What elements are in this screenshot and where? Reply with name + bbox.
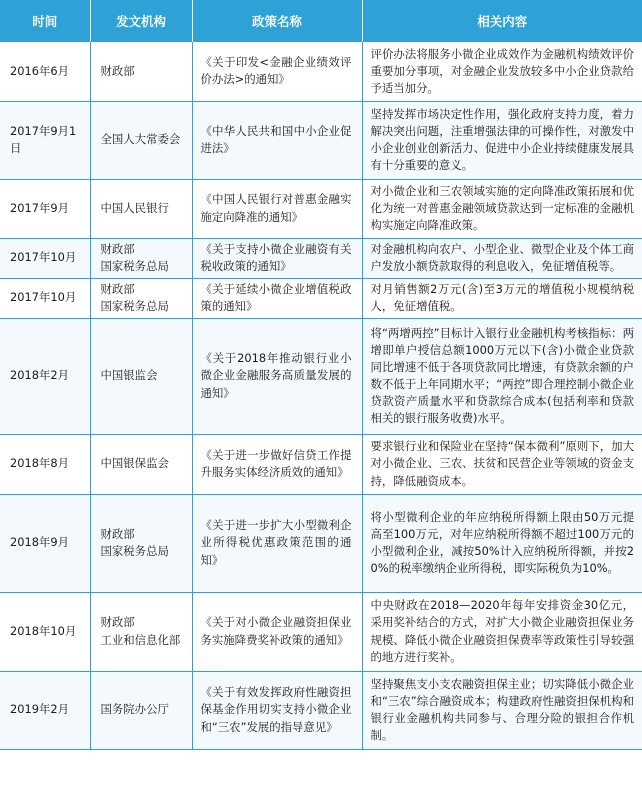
table-body: [0, 42, 642, 749]
table-row: [0, 318, 642, 434]
row-content: 对小微企业和三农领域实施的定向降准政策拓展和优化为统一对普惠金融领域贷款达到一定标准的金融机构实施定向降准政策。: [362, 179, 642, 238]
table-row: [0, 278, 642, 318]
table-row: [0, 179, 642, 238]
table-row: [0, 434, 642, 494]
row-time: 2018年8月: [0, 434, 90, 494]
row-content: 将小型微利企业的年应纳税所得额上限由50万元提高至100万元，对年应纳税所得额不超过100万元的小型微利企业，减按50%计入应纳税所得额，并按20%的税率缴纳企业所得税，即实际税负为10%。: [362, 494, 642, 592]
row-issuer: 中国人民银行: [90, 179, 192, 238]
header-content: 相关内容: [362, 0, 642, 42]
row-issuer: 中国银保监会: [90, 434, 192, 494]
table-row: [0, 42, 642, 101]
row-issuer: 财政部 国家税务总局: [90, 494, 192, 592]
row-content: 对金融机构向农户、小型企业、微型企业及个体工商户发放小额贷款取得的利息收入，免征增值税等。: [362, 238, 642, 278]
table-row: [0, 101, 642, 179]
row-time: 2018年10月: [0, 592, 90, 671]
row-content: 评价办法将服务小微企业成效作为金融机构绩效评价重要加分事项，对金融企业发放较多中小企业贷款给予适当加分。: [362, 42, 642, 101]
row-time: 2017年10月: [0, 238, 90, 278]
row-policy: 《关于有效发挥政府性融资担保基金作用切实支持小微企业和“三农”发展的指导意见》: [192, 671, 362, 749]
row-issuer: 财政部: [90, 42, 192, 101]
header-issuer: 发文机构: [90, 0, 192, 42]
row-time: 2017年10月: [0, 278, 90, 318]
row-time: 2018年9月: [0, 494, 90, 592]
row-policy: 《关于支持小微企业融资有关税收政策的通知》: [192, 238, 362, 278]
row-issuer: 中国银监会: [90, 318, 192, 434]
row-content: 坚持聚焦支小支农融资担保主业；切实降低小微企业和“三农”综合融资成本；构建政府性融资担保机构和银行业金融机构共同参与、合理分险的银担合作机制。: [362, 671, 642, 749]
row-time: 2019年2月: [0, 671, 90, 749]
table-header-row: [0, 0, 642, 42]
header-policy: 政策名称: [192, 0, 362, 42]
row-policy: 《关于印发<金融企业绩效评价办法>的通知》: [192, 42, 362, 101]
row-content: 要求银行业和保险业在坚持“保本微利”原则下，加大对小微企业、三农、扶贫和民营企业等领域的资金支持，降低融资成本。: [362, 434, 642, 494]
row-issuer: 财政部 工业和信息化部: [90, 592, 192, 671]
row-policy: 《关于对小微企业融资担保业务实施降费奖补政策的通知》: [192, 592, 362, 671]
table-row: [0, 494, 642, 592]
row-policy: 《关于2018年推动银行业小微企业金融服务高质量发展的通知》: [192, 318, 362, 434]
row-policy: 《中华人民共和国中小企业促进法》: [192, 101, 362, 179]
row-content: 中央财政在2018—2020年每年安排资金30亿元，采用奖补结合的方式，对扩大小微企业融资担保业务规模、降低小微企业融资担保费率等政策性引导较强的地方进行奖补。: [362, 592, 642, 671]
row-policy: 《关于进一步做好信贷工作提升服务实体经济质效的通知》: [192, 434, 362, 494]
row-content: 将“两增两控”目标计入银行业金融机构考核指标：两增即单户授信总额1000万元以下(含)小微企业贷款同比增速不低于各项贷款同比增速，有贷款余额的户数不低于上年同期水平；“两控”即合理控制小微企业贷款资产质量水平和贷款综合成本(包括利率和贷款相关的银行服务收费)水平。: [362, 318, 642, 434]
row-time: 2016年6月: [0, 42, 90, 101]
table-row: [0, 238, 642, 278]
row-time: 2017年9月: [0, 179, 90, 238]
row-policy: 《关于延续小微企业增值税政策的通知》: [192, 278, 362, 318]
row-policy: 《中国人民银行对普惠金融实施定向降准的通知》: [192, 179, 362, 238]
row-time: 2017年9月1日: [0, 101, 90, 179]
row-content: 坚持发挥市场决定性作用，强化政府支持力度，着力解决突出问题，注重增强法律的可操作性，对激发中小企业创业创新活力、促进中小企业持续健康发展具有十分重要的意义。: [362, 101, 642, 179]
row-issuer: 财政部 国家税务总局: [90, 278, 192, 318]
header-time: 时间: [0, 0, 90, 42]
row-issuer: 国务院办公厅: [90, 671, 192, 749]
row-issuer: 全国人大常委会: [90, 101, 192, 179]
row-issuer: 财政部 国家税务总局: [90, 238, 192, 278]
row-content: 对月销售额2万元(含)至3万元的增值税小规模纳税人，免征增值税。: [362, 278, 642, 318]
row-time: 2018年2月: [0, 318, 90, 434]
table-row: [0, 671, 642, 749]
table-row: [0, 592, 642, 671]
row-policy: 《关于进一步扩大小型微利企业所得税优惠政策范围的通知》: [192, 494, 362, 592]
